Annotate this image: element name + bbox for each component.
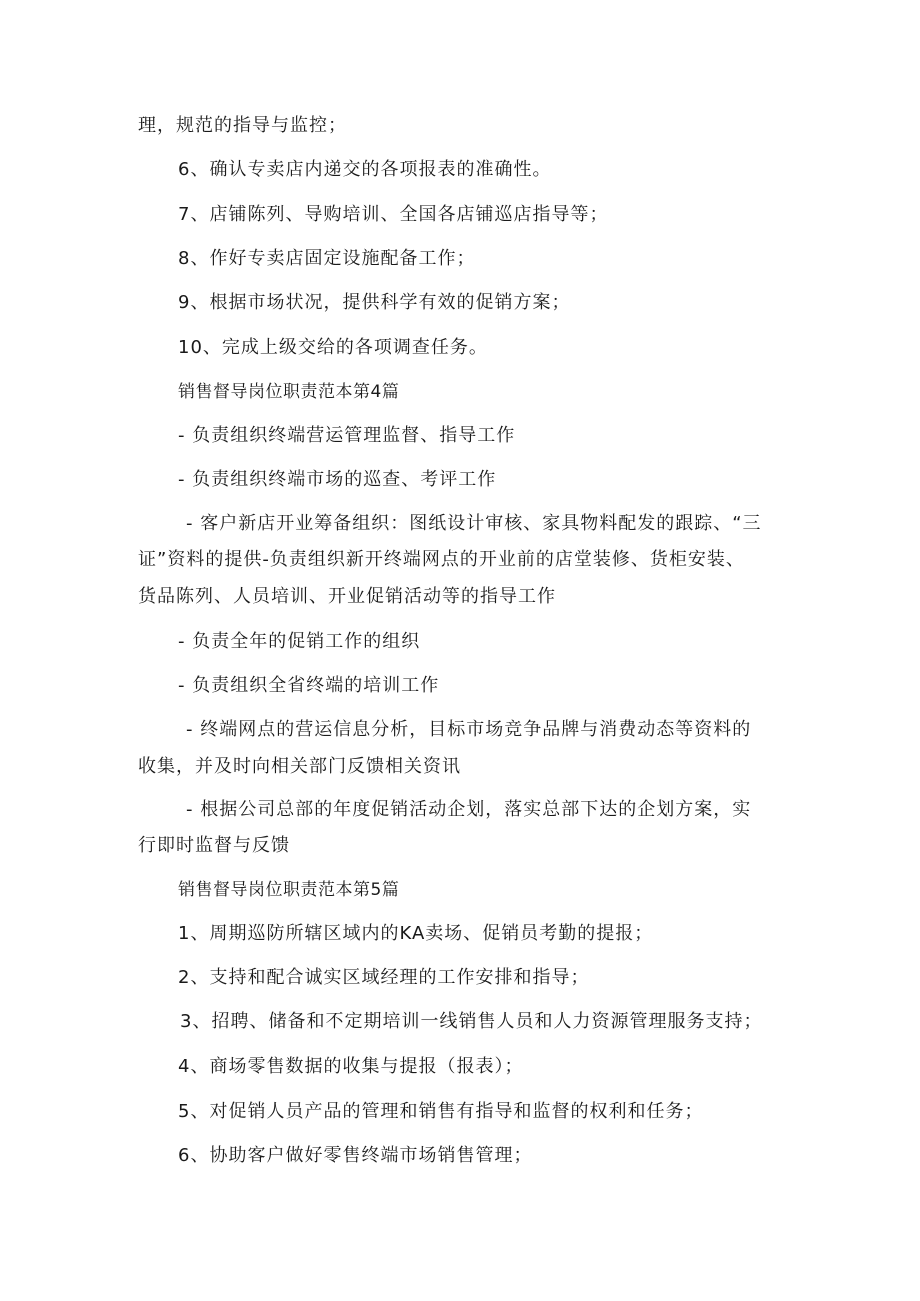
- bullet-item: - 负责组织全省终端的培训工作: [178, 675, 440, 696]
- bullet-item: - 终端网点的营运信息分析，目标市场竞争品牌与消费动态等资料的: [186, 719, 752, 740]
- bullet-item: - 客户新店开业筹备组织：图纸设计审核、家具物料配发的跟踪、“三: [186, 513, 762, 534]
- list-item-2: 2、支持和配合诚实区域经理的工作安排和指导；: [178, 967, 590, 988]
- bullet-item-continuation: 货品陈列、人员培训、开业促销活动等的指导工作: [138, 586, 556, 607]
- list-item-1: 1、周期巡防所辖区域内的KA卖场、促销员考勤的提报；: [178, 923, 654, 944]
- list-item-6: 6、确认专卖店内递交的各项报表的准确性。: [178, 159, 552, 180]
- section-heading-5: 销售督导岗位职责范本第5篇: [178, 880, 400, 900]
- bullet-item: - 负责全年的促销工作的组织: [178, 631, 421, 652]
- list-item-10: 10、完成上级交给的各项调查任务。: [178, 337, 488, 358]
- list-item-6b: 6、协助客户做好零售终端市场销售管理；: [178, 1145, 533, 1166]
- list-item-9: 9、根据市场状况，提供科学有效的促销方案；: [178, 292, 571, 313]
- bullet-item-continuation: 收集，并及时向相关部门反馈相关资讯: [138, 756, 461, 777]
- section-heading-4: 销售督导岗位职责范本第4篇: [178, 382, 400, 402]
- text-line-continuation: 理，规范的指导与监控；: [138, 115, 347, 136]
- bullet-item: - 负责组织终端营运管理监督、指导工作: [178, 425, 516, 446]
- list-item-4: 4、商场零售数据的收集与提报（报表）；: [178, 1056, 524, 1077]
- list-item-7: 7、店铺陈列、导购培训、全国各店铺巡店指导等；: [178, 204, 609, 225]
- list-item-5: 5、对促销人员产品的管理和销售有指导和监督的权利和任务；: [178, 1101, 704, 1122]
- list-item-3: 3、招聘、储备和不定期培训一线销售人员和人力资源管理服务支持；: [180, 1011, 763, 1032]
- bullet-item-continuation: 证”资料的提供-负责组织新开终端网点的开业前的店堂装修、货柜安装、: [138, 549, 745, 570]
- list-item-8: 8、作好专卖店固定设施配备工作；: [178, 248, 476, 269]
- bullet-item-continuation: 行即时监督与反馈: [138, 835, 290, 856]
- bullet-item: - 负责组织终端市场的巡查、考评工作: [178, 469, 497, 490]
- bullet-item: - 根据公司总部的年度促销活动企划，落实总部下达的企划方案，实: [186, 799, 752, 820]
